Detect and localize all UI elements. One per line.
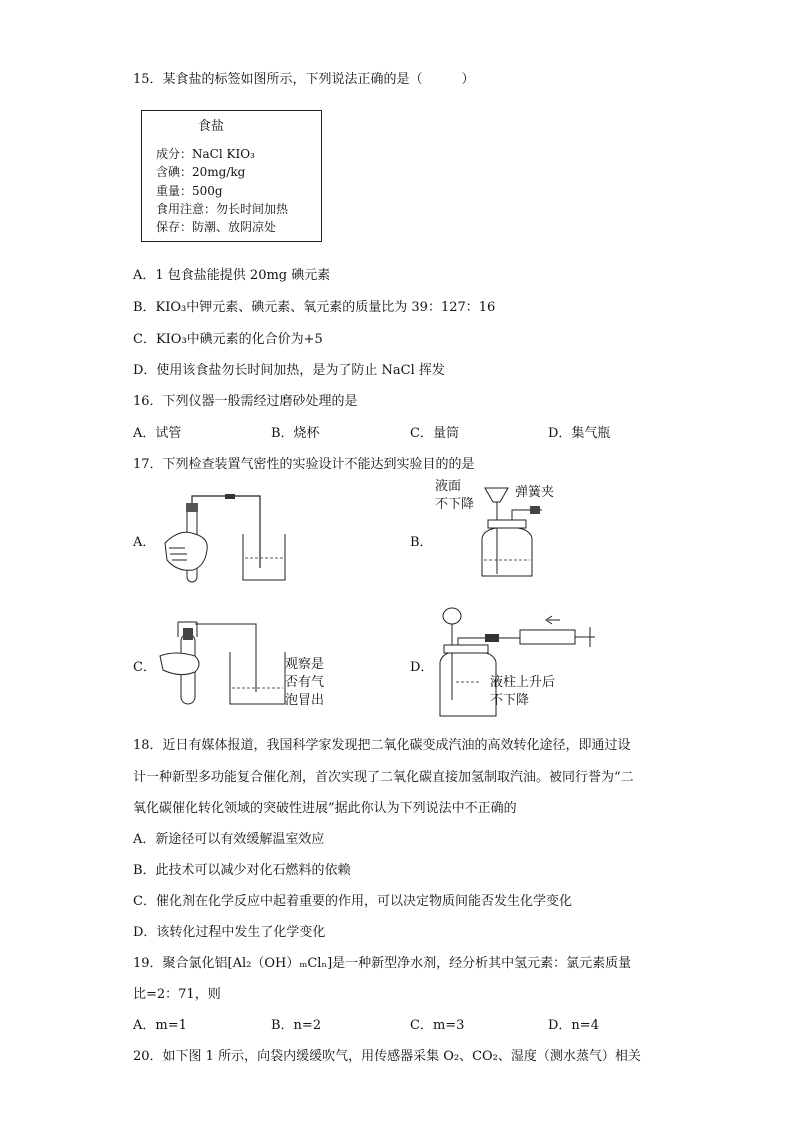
salt-label-title: 食盐 xyxy=(198,119,225,134)
apparatus-d-diagram xyxy=(430,602,630,722)
q19-option-d: D．n=4 xyxy=(548,1018,599,1033)
salt-label-line: 食用注意：勿长时间加热 xyxy=(156,202,289,216)
q19-stem-line: 19．聚合氯化铝[Al₂（OH）ₘClₙ]是一种新型净水剂，经分析其中氢元素：氯元素质量 xyxy=(133,956,632,971)
apparatus-a-diagram xyxy=(155,488,295,588)
c-label-3: 泡冒出 xyxy=(285,693,325,708)
b-label-no-drop: 不下降 xyxy=(435,497,475,512)
salt-label-line: 含碘：20mg/kg xyxy=(156,165,246,179)
c-label-2: 否有气 xyxy=(285,675,325,690)
q17-stem: 17．下列检查装置气密性的实验设计不能达到实验目的的是 xyxy=(133,457,475,472)
q16-option-a: A．试管 xyxy=(133,426,182,441)
salt-label-line: 成分：NaCl KIO₃ xyxy=(156,147,255,161)
q15-stem: 15．某食盐的标签如图所示，下列说法正确的是（ ） xyxy=(133,72,475,87)
salt-label-box xyxy=(141,110,322,242)
q17-option-b: B． xyxy=(410,535,433,550)
c-label-1: 观察是 xyxy=(285,657,325,672)
q15-option-b: B．KIO₃中钾元素、碘元素、氧元素的质量比为 39：127：16 xyxy=(133,300,496,315)
q17-option-a: A． xyxy=(133,535,156,550)
salt-label-line: 重量：500g xyxy=(156,184,223,198)
q18-option-c: C．催化剂在化学反应中起着重要的作用，可以决定物质间能否发生化学变化 xyxy=(133,894,572,909)
q16-stem: 16．下列仪器一般需经过磨砂处理的是 xyxy=(133,394,358,409)
q18-option-d: D．该转化过程中发生了化学变化 xyxy=(133,925,326,940)
q20-stem: 20．如下图 1 所示，向袋内缓缓吹气，用传感器采集 O₂、CO₂、湿度（测水蒸气）相关 xyxy=(133,1049,641,1064)
q15-option-d: D．使用该食盐勿长时间加热，是为了防止 NaCl 挥发 xyxy=(133,363,445,378)
q16-option-c: C．量筒 xyxy=(410,426,459,441)
q18-stem-line: 氧化碳催化转化领域的突破性进展”据此你认为下列说法中不正确的 xyxy=(133,801,517,816)
apparatus-b-diagram xyxy=(430,476,610,586)
q18-option-a: A．新途径可以有效缓解温室效应 xyxy=(133,832,325,847)
b-label-clamp: 弹簧夹 xyxy=(515,485,555,500)
q19-option-a: A．m=1 xyxy=(133,1018,187,1033)
q19-stem-line: 比=2：71，则 xyxy=(133,987,221,1002)
b-label-liquid: 液面 xyxy=(435,479,462,494)
q17-option-c: C． xyxy=(133,660,156,675)
q16-option-d: D．集气瓶 xyxy=(548,426,611,441)
q19-option-c: C．m=3 xyxy=(410,1018,465,1033)
q17-option-d: D． xyxy=(410,660,434,675)
q18-stem-line: 18．近日有媒体报道，我国科学家发现把二氧化碳变成汽油的高效转化途径，即通过设 xyxy=(133,738,631,753)
apparatus-c-diagram xyxy=(155,612,345,712)
d-label-2: 不下降 xyxy=(490,693,530,708)
q15-option-a: A．1 包食盐能提供 20mg 碘元素 xyxy=(133,268,331,283)
q18-stem-line: 计一种新型多功能复合催化剂，首次实现了二氧化碳直接加氢制取汽油。被同行誉为“二 xyxy=(133,770,634,785)
q19-option-b: B．n=2 xyxy=(271,1018,322,1033)
salt-label-line: 保存：防潮、放阴凉处 xyxy=(156,220,277,234)
q18-option-b: B．此技术可以减少对化石燃料的依赖 xyxy=(133,863,351,878)
q15-option-c: C．KIO₃中碘元素的化合价为+5 xyxy=(133,332,323,347)
d-label-1: 液柱上升后 xyxy=(490,675,556,690)
q16-option-b: B．烧杯 xyxy=(271,426,320,441)
